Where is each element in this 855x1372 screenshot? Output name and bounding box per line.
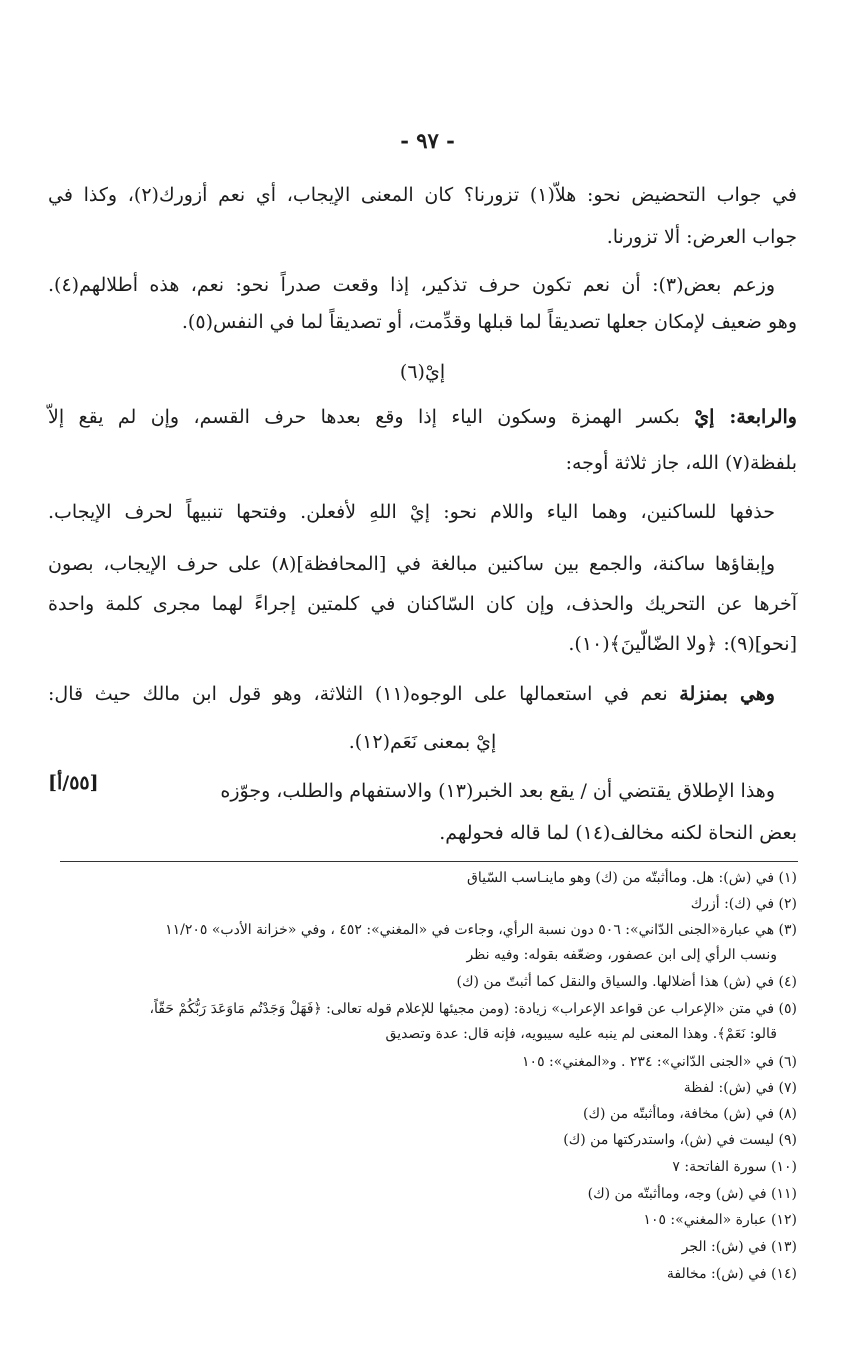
body-line: [نحو](٩): ﴿ولا الضّالّينَ﴾(١٠). <box>568 633 797 655</box>
body-line: وهذا الإطلاق يقتضي أن / يقع بعد الخبر(١٣) والاستفهام والطلب، وجوّزه <box>220 780 775 802</box>
footnote: (١٢) عبارة «المغني»: ١٠٥ <box>643 1212 797 1228</box>
body-line: وإبقاؤها ساكنة، والجمع بين ساكنين مبالغة في [المحافظة](٨) على حرف الإيجاب، بصون <box>48 553 775 575</box>
footnote: (١٤) في (ش): مخالفة <box>666 1266 797 1282</box>
body-line-text: نعم في استعمالها على الوجوه(١١) الثلاثة، وهو قول ابن مالك حيث قال: <box>48 683 668 705</box>
footnote: (١٣) في (ش): الجر <box>681 1239 797 1255</box>
body-line: بلفظة(٧) الله، جاز ثلاثة أوجه: <box>565 452 797 474</box>
footnote: (٦) في «الجنى الدّاني»: ٢٣٤ . و«المغني»: ١٠٥ <box>522 1054 797 1070</box>
footnote-continuation: قالو: نَعَمْ﴾. وهذا المعنى لم ينبه عليه سيبويه، فإنه قال: عدة وتصديق <box>385 1026 777 1042</box>
footnote: (٧) في (ش): لفظة <box>683 1080 797 1096</box>
footnote: (٥) في متن «الإعراب عن قواعد الإعراب» زيادة: (ومن مجيئها للإعلام قوله تعالى: ﴿فَهَلْ وَجَدْتُم مَاوَعَدَ رَبُّكُمْ حَقّاً، <box>149 1001 797 1017</box>
footnote: (٢) في (ك): أزرك <box>690 896 797 912</box>
body-line: وهو ضعيف لإمكان جعلها تصديقاً لما قبلها وقدِّمت، أو تصديقاً لما في النفس(٥). <box>181 311 797 333</box>
body-line: جواب العرض: ألا تزورنا. <box>606 226 797 248</box>
body-line: في جواب التحضيض نحو: هلاّ(١) تزورنا؟ كان المعنى الإيجاب، أي نعم أزورك(٢)، وكذا في <box>48 184 798 206</box>
quote-line: إيْ بمعنى نَعَم(١٢). <box>348 731 497 753</box>
body-line <box>48 679 775 709</box>
body-line: حذفها للساكنين، وهما الياء واللام نحو: إيْ اللهِ لأفعلن. وفتحها تنبيهاً لحرف الإيجاب. <box>48 501 775 523</box>
body-line: آخرها عن التحريك والحذف، وإن كان السّاكنان في كلمتين إجراءً لهما مجرى كلمة واحدة <box>48 593 797 615</box>
body-line <box>48 402 797 432</box>
page-number: - ٩٧ - <box>400 128 455 153</box>
footnote-continuation: ونسب الرأي إلى ابن عصفور، وضعّفه بقوله: وفيه نظر <box>466 947 777 963</box>
footnote-separator <box>60 861 798 862</box>
footnote: (٤) في (ش) هذا أضلالها. والسياق والنقل كما أثبتّ من (ك) <box>456 974 797 990</box>
section-lead-fourth: والرابعة: إيْ <box>694 406 797 428</box>
footnote: (٨) في (ش) مخافة، وماأثبتّه من (ك) <box>583 1106 797 1122</box>
footnote: (١) في (ش): هل. وماأثبتّه من (ك) وهو ماينـاسب السّياق <box>466 870 797 886</box>
footnote: (١٠) سورة الفاتحة: ٧ <box>672 1159 797 1175</box>
body-line-text: بكسر الهمزة وسكون الياء إذا وقع بعدها حرف القسم، وإن لم يقع إلاّ <box>48 406 680 428</box>
section-lead-wahiya: وهي بمنزلة <box>679 683 775 705</box>
footnote: (٩) ليست في (ش)، واستدركتها من (ك) <box>563 1132 797 1148</box>
footnote: (١١) في (ش) وجه، وماأثبتّه من (ك) <box>587 1186 797 1202</box>
folio-marker: [٥٥/أ] <box>48 772 99 794</box>
body-line: بعض النحاة لكنه مخالف(١٤) لما قاله فحولهم. <box>439 822 797 844</box>
body-line: وزعم بعض(٣): أن نعم تكون حرف تذكير، إذا وقعت صدراً نحو: نعم، هذه أطلالهم(٤). <box>48 274 776 296</box>
subheading-ay: إيْ(٦) <box>399 361 446 383</box>
footnote: (٣) هي عبارة«الجنى الدّاني»: ٥٠٦ دون نسبة الرأي، وجاءت في «المغني»: ٤٥٢ ، وفي «خزانة الأدب» ١١/٢٠٥ <box>165 922 797 938</box>
